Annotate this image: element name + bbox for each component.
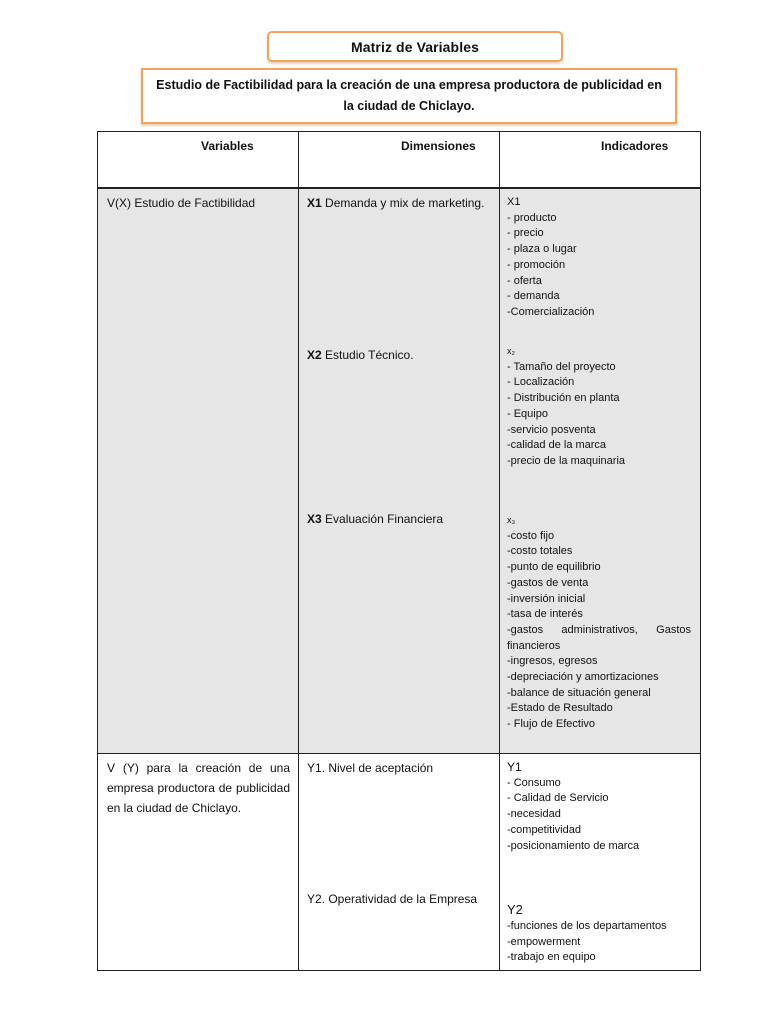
indicator-item: -funciones de los departamentos [507,920,667,932]
indicator-item: -calidad de la marca [507,439,607,452]
header-variables: Variables [201,136,254,156]
indicator-item: - producto [507,211,557,224]
indicator-item: -empowerment [507,935,581,948]
indicator-group-heading: Y1 [507,760,522,774]
indicator-item: -precio de la maquinaria [507,454,626,467]
indicator-item: -depreciación y amortizaciones [507,671,659,684]
indicator-item: - Flujo de Efectivo [507,718,596,731]
indicator-group-heading: x₃ [507,515,516,525]
indicator-item: -gastos de venta [507,576,589,589]
column-divider-2 [499,131,500,971]
indicator-item: -Comercialización [507,305,595,318]
indicator-item: -Estado de Resultado [507,702,613,715]
dimension-x1-label: Demanda y mix de marketing. [325,196,485,210]
indicator-item: -posicionamiento de marca [507,839,640,852]
variable-x-label: V(X) Estudio de Factibilidad [107,196,256,210]
indicator-item: -necesidad [507,808,561,821]
indicator-item: -inversión inicial [507,592,586,605]
indicator-group-y1 [507,760,639,854]
header-divider [97,187,701,189]
indicator-group-y2 [507,901,667,966]
indicator-group-heading: X1 [507,196,521,208]
indicator-item: -ingresos, egresos [507,655,598,668]
indicator-item: - Equipo [507,407,548,420]
header-indicadores: Indicadores [601,136,668,156]
indicator-item: -trabajo en equipo [507,951,596,964]
indicator-item: - demanda [507,290,560,303]
indicator-item: - Consumo [507,776,561,789]
indicator-item: -punto de equilibrio [507,561,601,574]
indicator-item: -gastos administrativos, Gastos financieros [507,623,691,652]
dimension-y1: Y1. Nivel de aceptación [307,761,434,775]
indicator-item: - Calidad de Servicio [507,792,609,805]
indicator-group-heading: x₂ [507,346,515,356]
dimension-x2 [307,345,414,365]
row-divider [97,753,701,754]
indicator-group-heading: Y2 [507,902,523,917]
dimension-x3-code: X3 [307,512,322,526]
dimension-x2-label: Estudio Técnico. [325,348,414,362]
dimension-y2: Y2. Operatividad de la Empresa [307,892,478,906]
dimension-x1-code: X1 [307,196,322,210]
indicator-item: -tasa de interés [507,608,583,621]
indicator-group-x2 [507,344,625,470]
indicator-item: -competitividad [507,823,581,836]
variables-matrix-table [97,131,701,971]
indicator-item: - precio [507,227,544,240]
indicator-item: - promoción [507,258,566,271]
document-subtitle: Estudio de Factibilidad para la creación de una empresa productora de publicidad en la ciudad de Chiclayo. [141,68,677,124]
indicator-item: -servicio posventa [507,423,596,436]
dimension-x1 [307,193,487,213]
column-divider-1 [298,131,299,971]
document-title: Matriz de Variables [267,31,563,62]
indicator-item: - Localización [507,376,575,389]
header-dimensiones: Dimensiones [401,136,476,156]
indicator-item: - oferta [507,274,542,287]
indicator-item: -costo totales [507,545,573,558]
indicator-group-x1 [507,195,594,321]
dimension-x3-label: Evaluación Financiera [325,512,444,526]
indicator-item: -balance de situación general [507,686,651,699]
variable-y-label: V (Y) para la creación de una empresa productora de publicidad en la ciudad de Chiclayo. [107,761,290,815]
dimension-x3 [307,509,443,529]
indicator-item: -costo fijo [507,529,555,542]
indicator-item: - Distribución en planta [507,392,620,405]
indicator-group-x3 [507,513,691,733]
indicator-item: - Tamaño del proyecto [507,360,616,373]
indicator-item: - plaza o lugar [507,243,577,256]
dimension-x2-code: X2 [307,348,322,362]
